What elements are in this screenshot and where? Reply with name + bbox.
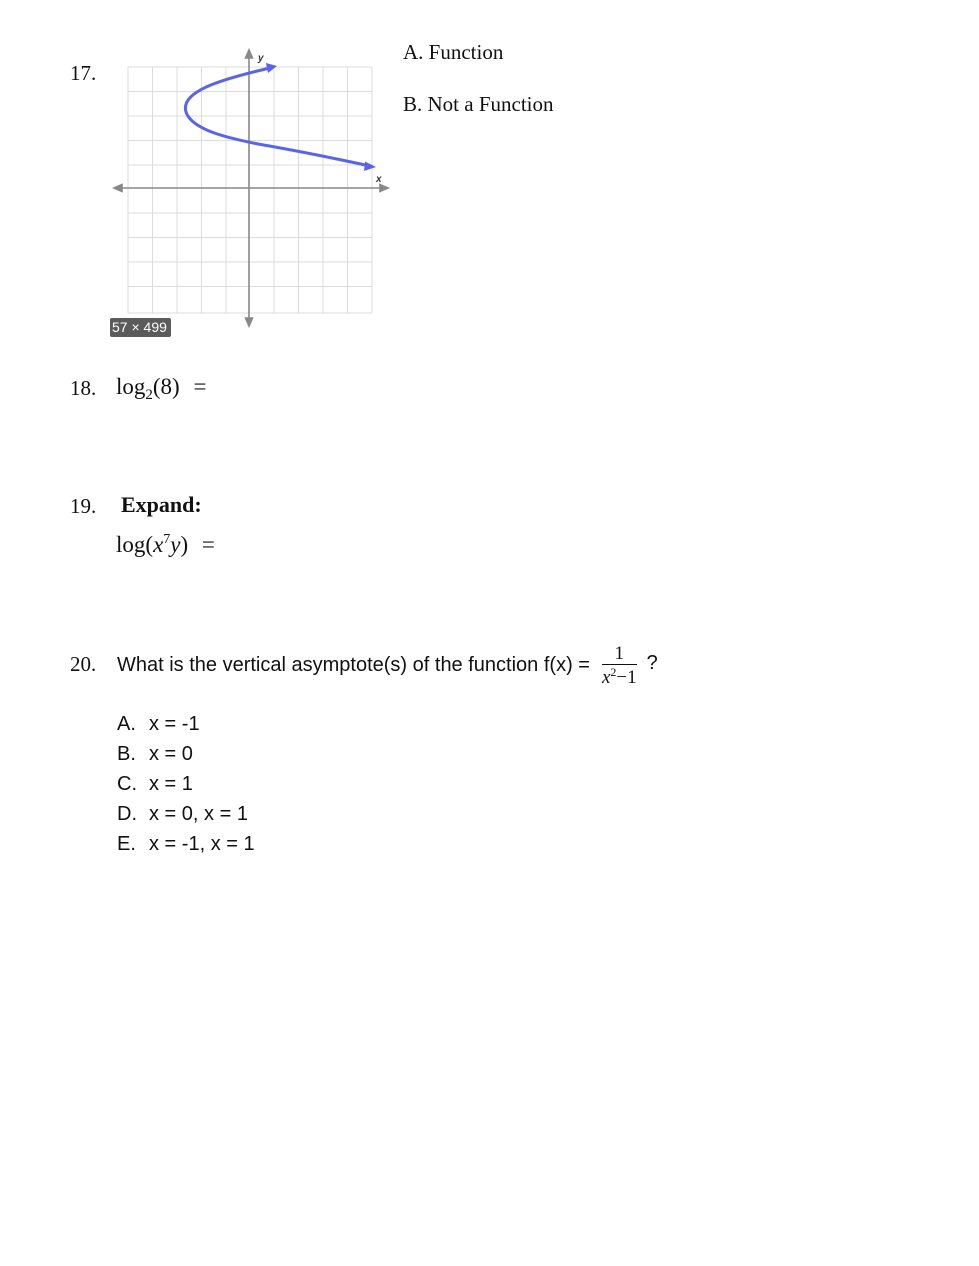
graph-grid xyxy=(128,67,372,313)
choice-letter: E. xyxy=(117,833,136,855)
choice-text: x = -1, x = 1 xyxy=(149,833,255,855)
q18-log: log xyxy=(116,374,146,399)
q20-choice-a[interactable] xyxy=(117,713,200,736)
choice-text: x = 0, x = 1 xyxy=(149,803,248,825)
q20-choice-d[interactable] xyxy=(117,803,248,826)
q18-expression xyxy=(116,374,206,404)
q20-frac-x: x xyxy=(601,667,611,688)
curve-arrow-top xyxy=(266,63,277,73)
q19-y: y xyxy=(170,532,181,557)
x-axis-label: x xyxy=(376,174,382,185)
q18-number: 18. xyxy=(70,376,97,400)
q20-choice-b[interactable] xyxy=(117,743,193,766)
curve-arrow-right xyxy=(364,162,376,172)
q20-frac-exp: 2 xyxy=(610,665,617,679)
q19-number: 19. xyxy=(70,494,97,518)
q19-expression xyxy=(116,532,215,558)
q19-log-open: log( xyxy=(116,532,154,557)
graph-curve xyxy=(185,68,370,166)
q17-choice-b[interactable]: B. Not a Function xyxy=(403,92,554,116)
q17-number: 17. xyxy=(70,61,97,85)
q17-graph xyxy=(108,40,408,340)
q20-number: 20. xyxy=(70,652,97,676)
q20-fraction xyxy=(602,644,637,687)
q18-arg: (8) xyxy=(152,374,180,399)
q17-choice-a[interactable]: A. Function xyxy=(403,40,504,64)
q20-question xyxy=(117,644,658,687)
choice-letter: B. xyxy=(117,743,136,765)
choice-text: x = 1 xyxy=(149,773,193,795)
y-axis-label: y xyxy=(258,53,264,64)
q20-question-end: ? xyxy=(646,652,658,674)
q19-instruction: Expand: xyxy=(121,492,202,517)
q20-choice-c[interactable] xyxy=(117,773,193,796)
q19-x: x xyxy=(153,532,164,557)
q20-frac-rest: −1 xyxy=(616,667,637,688)
q20-question-text: What is the vertical asymptote(s) of the function f(x) = xyxy=(117,654,590,676)
q18-equals: = xyxy=(193,374,207,399)
q20-choice-e[interactable] xyxy=(117,833,255,856)
choice-letter: C. xyxy=(117,773,137,795)
q19-close: ) xyxy=(180,532,189,557)
choice-text: x = -1 xyxy=(149,713,200,735)
choice-text: x = 0 xyxy=(149,743,193,765)
q18-base: 2 xyxy=(145,387,153,403)
q20-frac-denominator xyxy=(602,665,637,687)
q19-equals: = xyxy=(201,532,215,557)
q20-frac-numerator: 1 xyxy=(602,644,637,665)
image-size-badge: 57 × 499 xyxy=(110,318,171,337)
choice-letter: D. xyxy=(117,803,137,825)
q19-exponent: 7 xyxy=(163,532,171,547)
choice-letter: A. xyxy=(117,713,136,735)
